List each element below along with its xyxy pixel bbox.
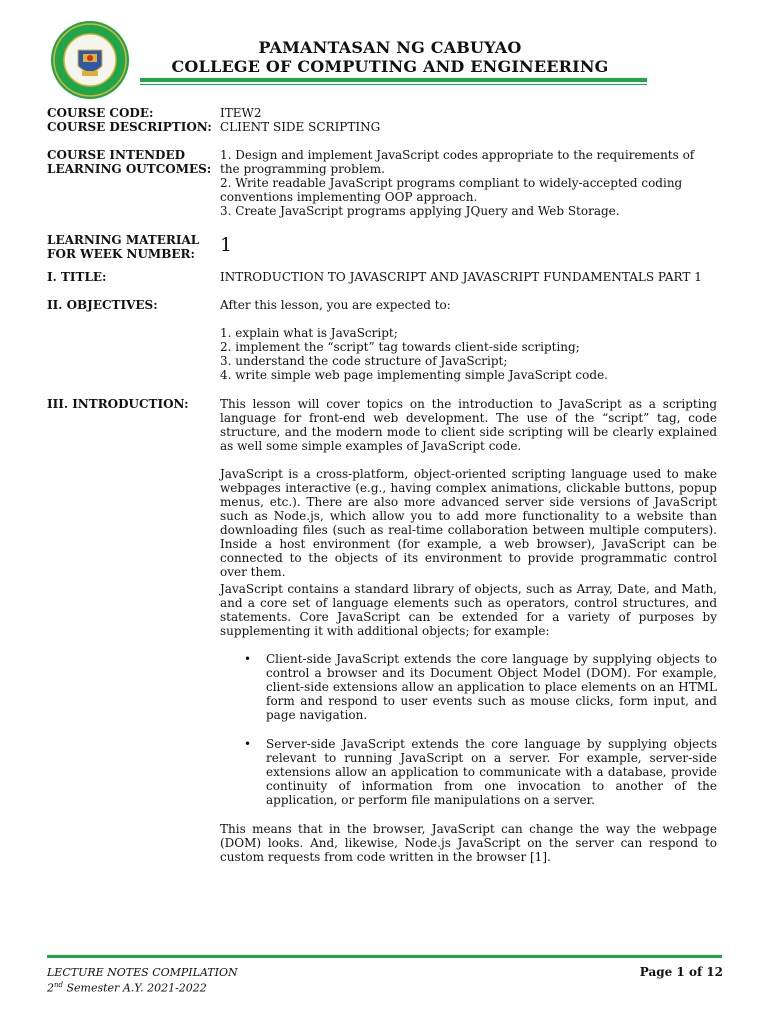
objective-item: 2. implement the “script” tag towards client-side scripting; (220, 340, 580, 354)
objectives-content (220, 298, 717, 382)
outcomes-label-line-1: COURSE INTENDED (47, 148, 186, 162)
objective-item: 3. understand the code structure of JavaScript; (220, 354, 508, 368)
course-desc: CLIENT SIDE SCRIPTING (220, 120, 381, 134)
intro-paragraph-1: This lesson will cover topics on the introduction to JavaScript as a scripting language for front-end web development. The use of the “script” tag, code structure, and the modern mode to client side scripting will be clearly explained as well some simple examples of JavaScript code. (220, 397, 717, 453)
footer-semester (47, 979, 238, 995)
intro-paragraph-4: This means that in the browser, JavaScript can change the way the webpage (DOM) looks. And, likewise, Node.js JavaScript on the server can respond to custom requests from code written in the browser [1]. (220, 822, 717, 864)
outcomes-label-line-2: LEARNING OUTCOMES: (47, 162, 212, 176)
outcome-item: 3. Create JavaScript programs applying JQuery and Web Storage. (220, 204, 620, 218)
header-rule (140, 78, 647, 82)
week-number: 1 (220, 234, 233, 256)
course-code: ITEW2 (220, 106, 262, 120)
course-desc-label: COURSE DESCRIPTION: (47, 120, 212, 134)
university-seal-logo (50, 20, 130, 100)
footer-title: LECTURE NOTES COMPILATION (47, 966, 238, 979)
objectives-label: II. OBJECTIVES: (47, 298, 158, 312)
outcomes-list (220, 148, 717, 218)
semester-text: Semester A.Y. 2021-2022 (63, 981, 207, 995)
course-code-label: COURSE CODE: (47, 106, 154, 120)
footer-left (47, 966, 238, 995)
title-label: I. TITLE: (47, 270, 107, 284)
week-label-line-2: FOR WEEK NUMBER: (47, 247, 195, 261)
page-number: Page 1 of 12 (639, 965, 723, 979)
objective-item: 4. write simple web page implementing simple JavaScript code. (220, 368, 608, 382)
bullet-marker: • (244, 737, 252, 751)
header-rule-thin (140, 84, 647, 85)
semester-number: 2 (47, 981, 54, 995)
footer-rule (47, 955, 722, 958)
objective-item: 1. explain what is JavaScript; (220, 326, 398, 340)
university-name: PAMANTASAN NG CABUYAO (258, 38, 522, 57)
bullet-marker: • (244, 652, 252, 666)
lesson-title: INTRODUCTION TO JAVASCRIPT AND JAVASCRIPT FUNDAMENTALS PART 1 (220, 270, 702, 284)
outcome-item: 1. Design and implement JavaScript codes appropriate to the requirements of the programming problem. (220, 148, 695, 176)
outcomes-label (47, 148, 217, 176)
objectives-intro: After this lesson, you are expected to: (220, 298, 451, 312)
week-label-line-1: LEARNING MATERIAL (47, 233, 200, 247)
week-label (47, 233, 217, 261)
intro-paragraph-2: JavaScript is a cross-platform, object-oriented scripting language used to make webpages interactive (e.g., having complex animations, clickable buttons, popup menus, etc.). There are also more advanced server side versions of JavaScript such as Node.js, which allow you to add more functionality to a website than downloading files (such as real-time collaboration between multiple computers). Inside a host environment (for example, a web browser), JavaScript can be connected to the objects of its environment to provide programmatic control over them. (220, 467, 717, 579)
college-name: COLLEGE OF COMPUTING AND ENGINEERING (171, 57, 609, 76)
bullet-client-side: Client-side JavaScript extends the core language by supplying objects to control a browser and its Document Object Model (DOM). For example, client-side extensions allow an application to place elements on an HTML form and respond to user events such as mouse clicks, form input, and page navigation. (266, 652, 717, 722)
semester-suffix: nd (54, 981, 63, 989)
outcome-item: 2. Write readable JavaScript programs compliant to widely-accepted coding conventions implementing OOP approach. (220, 176, 683, 204)
bullet-server-side: Server-side JavaScript extends the core language by supplying objects relevant to running JavaScript on a server. For example, server-side extensions allow an application to communicate with a database, provide continuity of information from one invocation to another of the application, or perform file manipulations on a server. (266, 737, 717, 807)
intro-paragraph-3: JavaScript contains a standard library of objects, such as Array, Date, and Math, and a core set of language elements such as operators, control structures, and statements. Core JavaScript can be extended for a variety of purposes by supplementing it with additional objects; for example: (220, 582, 717, 638)
introduction-label: III. INTRODUCTION: (47, 397, 189, 411)
